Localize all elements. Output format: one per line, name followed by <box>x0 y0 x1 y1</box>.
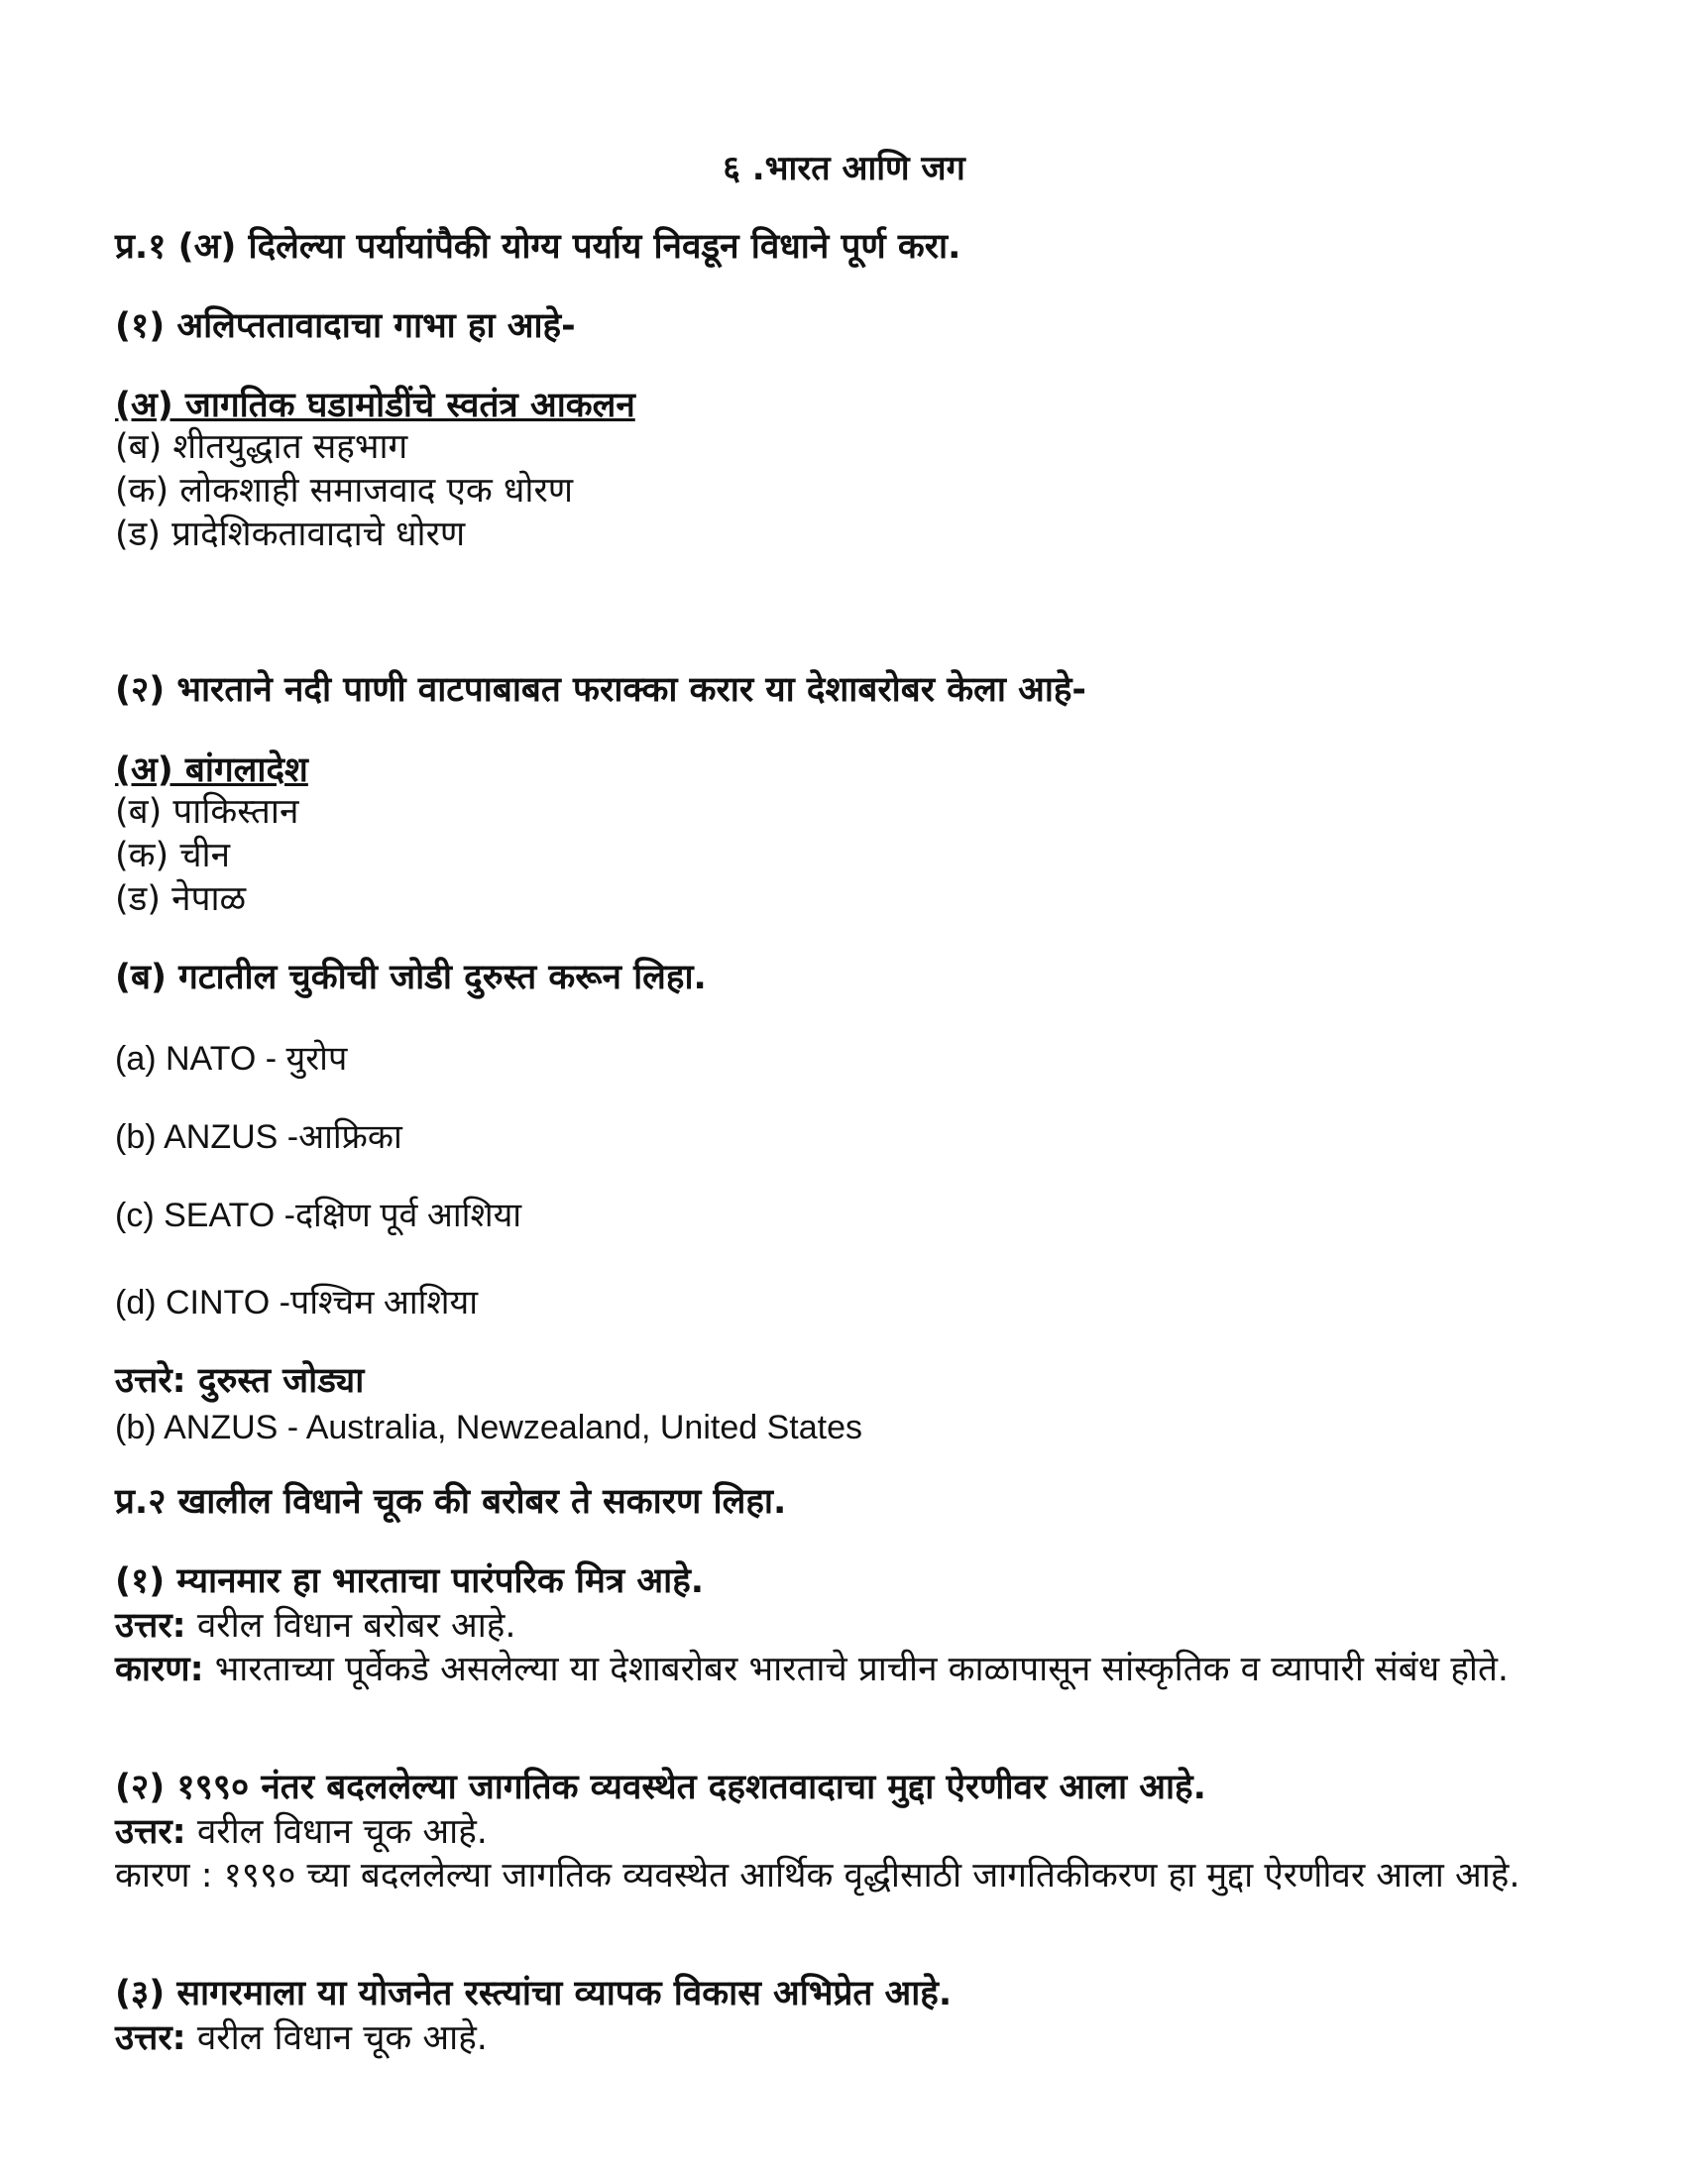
q2-item3-answer <box>115 2016 1542 2060</box>
q1-item2-option-d: (ड) नेपाळ <box>115 879 247 919</box>
q1-item1-option-d: (ड) प्रादेशिकतावादाचे धोरण <box>115 515 466 554</box>
q1b-pair-b: (b) ANZUS -आफ्रिका <box>115 1118 402 1156</box>
q2-heading: प्र.२ खालील विधाने चूक की बरोबर ते सकारण लिहा. <box>115 1482 787 1522</box>
q2-item1-reason <box>115 1648 1542 1691</box>
q2-item1-statement: (१) म्यानमार हा भारताचा पारंपरिक मित्र आहे. <box>115 1561 705 1601</box>
q1-heading: प्र.१ (अ) दिलेल्या पर्यायांपैकी योग्य पर्याय निवडून विधाने पूर्ण करा. <box>115 227 961 267</box>
q1-item2-question: (२) भारताने नदी पाणी वाटपाबाबत फराक्का करार या देशाबरोबर केला आहे- <box>115 670 1086 710</box>
q2-item1-answer <box>115 1604 1542 1648</box>
answer-text: वरील विधान चूक आहे. <box>196 2018 488 2058</box>
q1b-pair-a: (a) NATO - युरोप <box>115 1040 348 1078</box>
q1-item2-option-b: (ब) पाकिस्तान <box>115 792 299 832</box>
reason-label: कारण: <box>115 1650 204 1689</box>
q1b-answer-text: (b) ANZUS - Australia, Newzealand, United States <box>115 1409 862 1446</box>
answer-label: उत्तर: <box>115 1812 186 1852</box>
q2-item3-statement: (३) सागरमाला या योजनेत रस्त्यांचा व्यापक विकास अभिप्रेत आहे. <box>115 1974 953 2013</box>
q2-item2-statement: (२) १९९० नंतर बदललेल्या जागतिक व्यवस्थेत दहशतवादाचा मुद्दा ऐरणीवर आला आहे. <box>115 1768 1206 1807</box>
q1b-heading: (ब) गटातील चुकीची जोडी दुरुस्त करून लिहा. <box>115 958 707 997</box>
answer-text: वरील विधान चूक आहे. <box>196 1812 488 1852</box>
page-title: ६ .भारत आणि जग <box>723 149 965 188</box>
q1-item2-option-c: (क) चीन <box>115 836 231 875</box>
q1-item2-correct-answer: (अ) बांगलादेश <box>115 750 308 790</box>
answer-label: उत्तर: <box>115 1606 186 1646</box>
cut-off-text-line <box>115 2141 908 2171</box>
q1b-answer-heading: उत्तरे: दुरुस्त जोड्या <box>115 1361 365 1401</box>
q1b-pair-c: (c) SEATO -दक्षिण पूर्व आशिया <box>115 1197 522 1234</box>
q2-item2-answer <box>115 1810 1542 1854</box>
q1-item1-option-b: (ब) शीतयुद्धात सहभाग <box>115 427 408 467</box>
q2-item2-reason: कारण : १९९० च्या बदललेल्या जागतिक व्यवस्थेत आर्थिक वृद्धीसाठी जागतिकीकरण हा मुद्दा ऐरणीवर आला आहे. <box>115 1856 1520 1896</box>
q1-item1-question: (१) अलिप्ततावादाचा गाभा हा आहे- <box>115 306 576 346</box>
q1-item1-correct-answer: (अ) जागतिक घडामोडींचे स्वतंत्र आकलन <box>115 386 635 425</box>
answer-label: उत्तर: <box>115 2018 186 2058</box>
answer-text: वरील विधान बरोबर आहे. <box>196 1606 516 1646</box>
q1b-pair-d: (d) CINTO -पश्चिम आशिया <box>115 1284 479 1322</box>
reason-text: भारताच्या पूर्वेकडे असलेल्या या देशाबरोबर भारताचे प्राचीन काळापासून सांस्कृतिक व व्यापारी संबंध होते. <box>214 1650 1510 1689</box>
q1-item1-option-c: (क) लोकशाही समाजवाद एक धोरण <box>115 471 574 511</box>
